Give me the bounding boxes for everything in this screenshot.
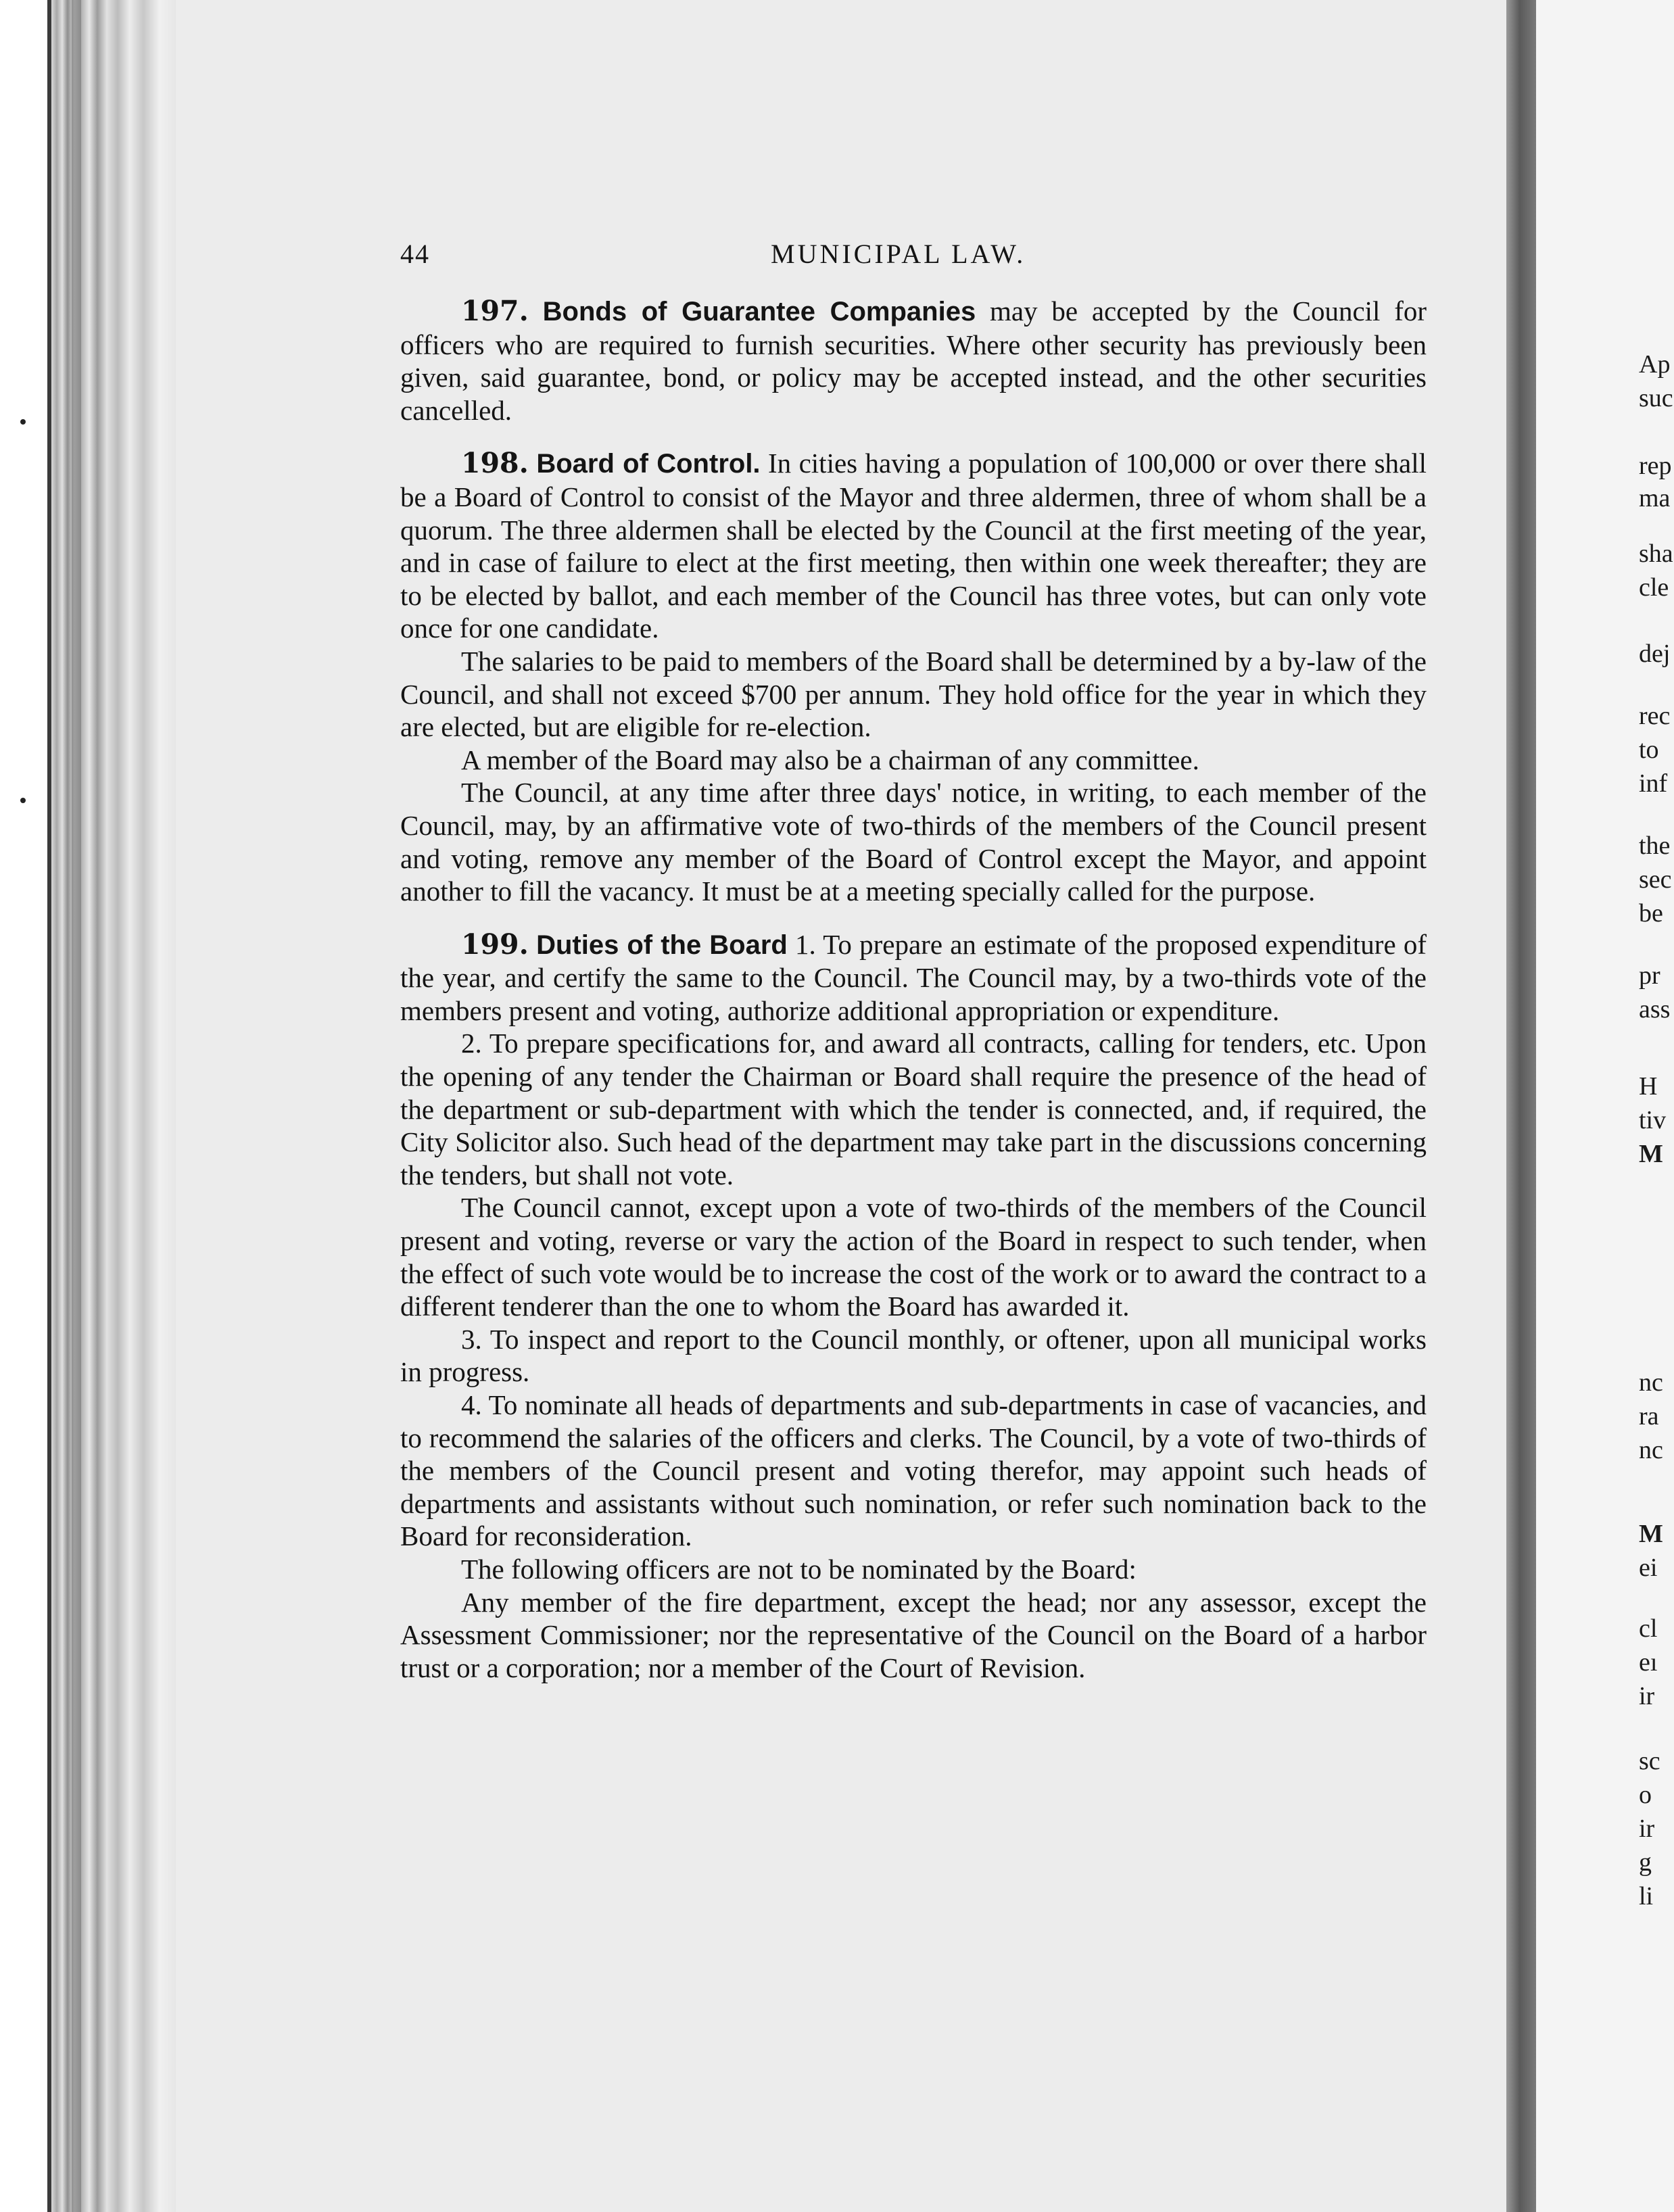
section-heading: Bonds of Guarantee Companies (542, 297, 976, 327)
facing-fragment: ei (1639, 1554, 1658, 1582)
facing-fragment: dej (1639, 640, 1671, 668)
scan-speck (20, 419, 26, 425)
binding-margin (0, 0, 39, 2212)
page-header (0, 235, 1674, 276)
running-title: MUNICIPAL LAW. (771, 239, 1026, 269)
paragraph: 2. To prepare specifications for, and award all contracts, calling for tenders, etc. Upon the opening of any tender the Chairman or Board shall require the presence of the head of the department or sub-department with which the tender is connected, and, if required, the City Solicitor also. Such head of the department may take part in the discussions concerning the tenders, but shall not vote. (400, 1028, 1427, 1191)
section-number: 198. (461, 447, 529, 480)
section-text: 1. To prepare an estimate of the proposed expenditure of the year, and certify the same to the Council. The Council may, by a two-thirds vote of the members present and voting, authorize additional appropriation or expenditure. (400, 928, 1427, 1026)
section-199 (400, 928, 1427, 1028)
paragraph: A member of the Board may also be a chairman of any committee. (461, 744, 1199, 775)
section-197 (400, 295, 1427, 427)
paragraph: 4. To nominate all heads of departments and sub-departments in case of vacancies, and to recommend the salaries of the officers and clerks. The Council, by a vote of two-thirds of the members of the Council present and voting therefor, may appoint such heads of departments and assistants without such nomination, or refer such nomination back to the Board for reconsideration. (400, 1389, 1427, 1552)
facing-fragment: nc (1639, 1368, 1663, 1397)
facing-fragment: rep (1639, 452, 1672, 480)
facing-fragment: li (1639, 1882, 1654, 1910)
facing-fragment: Ap (1639, 350, 1671, 379)
paragraph: The following officers are not to be nominated by the Board: (461, 1553, 1137, 1585)
page-edge-stack (47, 0, 180, 2212)
section-number: 199. (461, 928, 529, 961)
facing-fragment: rec (1639, 702, 1671, 730)
facing-fragment: M (1639, 1140, 1663, 1168)
facing-fragment: be (1639, 899, 1663, 928)
facing-fragment: tiv (1639, 1106, 1667, 1134)
section-198 (400, 447, 1427, 645)
section-number: 197. (461, 295, 529, 327)
facing-fragment: ra (1639, 1402, 1659, 1430)
paragraph: The Council cannot, except upon a vote of two-thirds of the members of the Council present and voting, reverse or vary the action of the Board in respect to such tender, when the effect of such vote would be to increase the cost of the work or to award the contract to a different tenderer than the one to whom the Board has awarded it. (400, 1192, 1427, 1322)
facing-fragment: H (1639, 1072, 1658, 1101)
facing-fragment: ir (1639, 1814, 1655, 1843)
facing-fragment: ir (1639, 1682, 1655, 1710)
body-text (400, 295, 1427, 1684)
paragraph: The Council, at any time after three days' notice, in writing, to each member of the Council, may, by an affirmative vote of two-thirds of the members of the Council present and voting, remove any member of the Board of Control except the Mayor, and appoint another to fill the vacancy. It must be at a meeting specially called for the purpose. (400, 777, 1427, 907)
paragraph: Any member of the fire department, except the head; nor any assessor, except the Assessment Commissioner; nor the representative of the Council on the Board of a harbor trust or a corporation; nor a member of the Court of Revision. (400, 1586, 1427, 1683)
facing-fragment: cl (1639, 1614, 1658, 1643)
facing-fragment: nc (1639, 1436, 1663, 1464)
facing-fragment: ma (1639, 484, 1671, 512)
book-gutter (1506, 0, 1536, 2212)
section-heading: Board of Control. (536, 449, 761, 479)
paragraph: 3. To inspect and report to the Council monthly, or oftener, upon all municipal works in progress. (400, 1323, 1427, 1388)
section-heading: Duties of the Board (536, 930, 788, 960)
page-number: 44 (400, 239, 430, 269)
facing-fragment: to (1639, 736, 1659, 764)
facing-fragment: sha (1639, 539, 1673, 568)
facing-fragment: g (1639, 1848, 1652, 1877)
facing-fragment: pr (1639, 961, 1660, 990)
section-text: may be accepted by the Council for officers who are required to furnish securities. Where other security has previously been given, said guarantee, bond, or policy may be accepted instead, and the other securities cancelled. (400, 295, 1427, 426)
section-text: In cities having a population of 100,000 or over there shall be a Board of Control to consist of the Mayor and three aldermen, three of whom shall be a quorum. The three aldermen shall be elected by the Council at the first meeting of the year, and in case of failure to elect at the first meeting, then within one week thereafter; they are to be elected by ballot, and each member of the Council has three votes, but can only vote once for one candidate. (400, 448, 1427, 644)
facing-fragment: suc (1639, 384, 1673, 412)
facing-fragment: ass (1639, 995, 1671, 1024)
paragraph: The salaries to be paid to members of the Board shall be determined by a by-law of the Council, and shall not exceed $700 per annum. They hold office for the year in which they are elected, but are eligible for re-election. (400, 645, 1427, 743)
facing-fragment: cle (1639, 573, 1669, 602)
facing-fragment: the (1639, 832, 1671, 860)
scan-speck (20, 798, 26, 803)
facing-fragment: eı (1639, 1648, 1658, 1677)
facing-fragment: sec (1639, 865, 1672, 894)
facing-fragment: M (1639, 1520, 1663, 1548)
facing-fragment: sc (1639, 1747, 1660, 1775)
facing-fragment: o (1639, 1781, 1652, 1809)
facing-fragment: inf (1639, 769, 1668, 798)
